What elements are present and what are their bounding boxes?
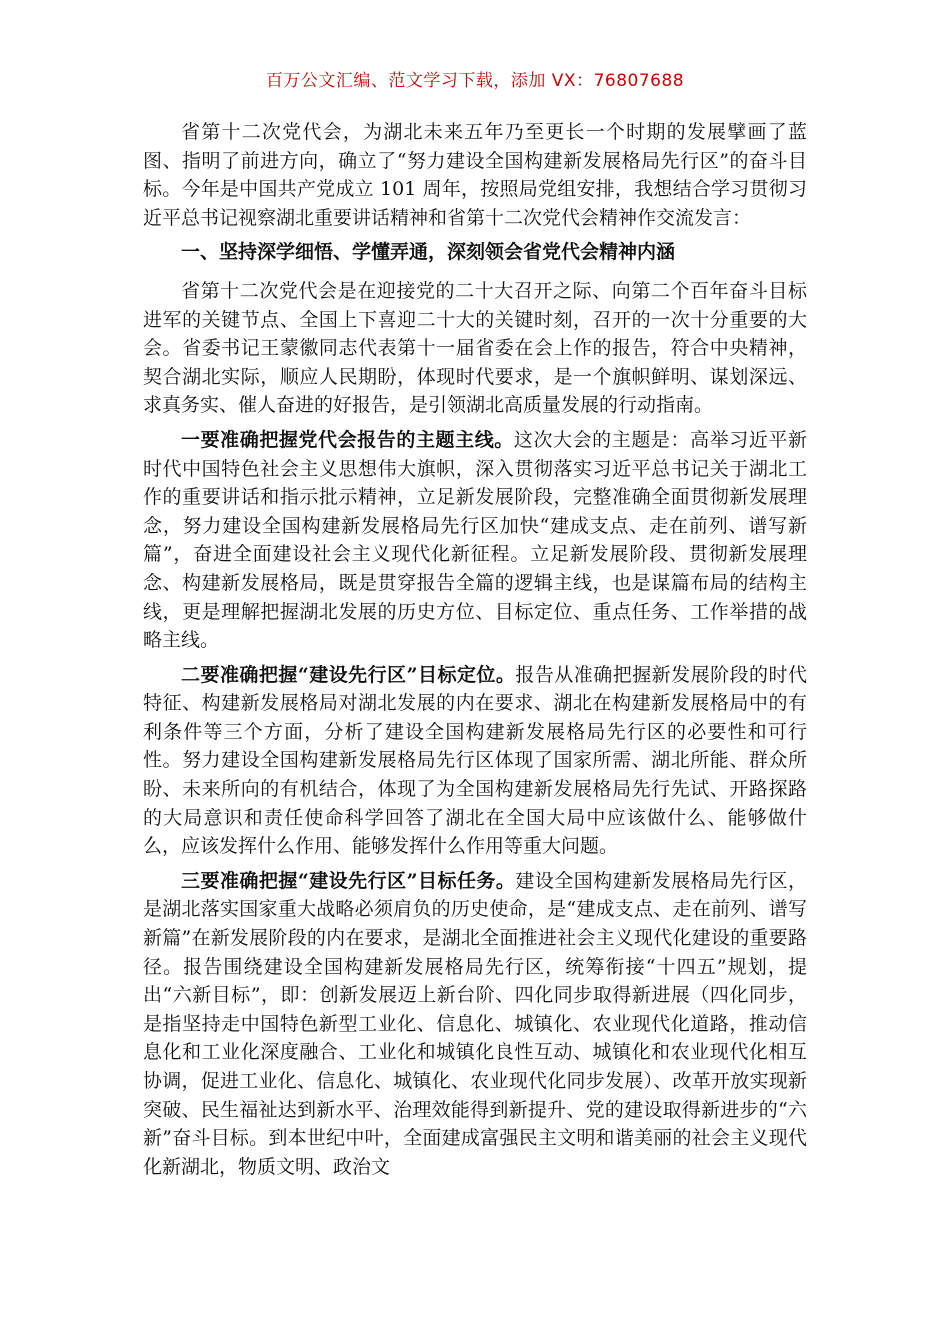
promo-banner: 百万公文汇编、范文学习下载，添加 VX：76807688 bbox=[265, 71, 685, 91]
point1-lead: 一要准确把握党代会报告的主题主线。 bbox=[181, 428, 514, 451]
point3-lead: 三要准确把握“建设先行区”目标任务。 bbox=[181, 869, 516, 892]
point1-text: 这次大会的主题是：高举习近平新时代中国特色社会主义思想伟大旗帜，深入贯彻落实习近平总书记关于湖北工作的重要讲话和指示批示精神，立足新发展阶段，完整准确全面贯彻新发展理念，努力建设全国构建新发展格局先行区加快“建成支点、走在前列、谱写新篇”，奋进全面建设社会主义现代化新征程。立足新发展阶段、贯彻新发展理念、构建新发展格局，既是贯穿报告全篇的逻辑主线，也是谋篇布局的结构主线，更是理解把握湖北发展的历史方位、目标定位、重点任务、工作举措的战略主线。 bbox=[143, 428, 807, 652]
point2-text: 报告从准确把握新发展阶段的时代特征、构建新发展格局对湖北发展的内在要求、湖北在构建新发展格局中的有利条件等三个方面，分析了建设全国构建新发展格局先行区的必要性和可行性。努力建设全国构建新发展格局先行区体现了国家所需、湖北所能、群众所盼、未来所向的有机结合，体现了为全国构建新发展格局先行先试、开路探路的大局意识和责任使命科学回答了湖北在全国大局中应该做什么、能够做什么，应该发挥什么作用、能够发挥什么作用等重大问题。 bbox=[143, 663, 807, 858]
point2-paragraph bbox=[143, 661, 807, 861]
point2-lead: 二要准确把握“建设先行区”目标定位。 bbox=[181, 663, 516, 686]
document-body bbox=[143, 118, 807, 1187]
section-heading-1: 一、坚持深学细悟、学懂弄通，深刻领会省党代会精神内涵 bbox=[181, 241, 676, 264]
section1-paragraph: 省第十二次党代会是在迎接党的二十大召开之际、向第二个百年奋斗目标进军的关键节点、全国上下喜迎二十大的关键时刻，召开的一次十分重要的大会。省委书记王蒙徽同志代表第十一届省委在会上作的报告，符合中央精神，契合湖北实际，顺应人民期盼，体现时代要求，是一个旗帜鲜明、谋划深远、求真务实、催人奋进的好报告，是引领湖北高质量发展的行动指南。 bbox=[143, 279, 807, 417]
point3-paragraph bbox=[143, 867, 807, 1182]
point1-paragraph bbox=[143, 426, 807, 655]
point3-text: 建设全国构建新发展格局先行区，是湖北落实国家重大战略必须肩负的历史使命，是“建成支点、走在前列、谱写新篇”在新发展阶段的内在要求，是湖北全面推进社会主义现代化建设的重要路径。报告围绕建设全国构建新发展格局先行区，统筹衔接“十四五”规划，提出“六新目标”，即：创新发展迈上新台阶、四化同步取得新进展（四化同步，是指坚持走中国特色新型工业化、信息化、城镇化、农业现代化道路，推动信息化和工业化深度融合、工业化和城镇化良性互动、城镇化和农业现代化相互协调，促进工业化、信息化、城镇化、农业现代化同步发展）、改革开放实现新突破、民生福祉达到新水平、治理效能得到新提升、党的建设取得新进步的“六新”奋斗目标。到本世纪中叶，全面建成富强民主文明和谐美丽的社会主义现代化新湖北，物质文明、政治文 bbox=[143, 869, 807, 1178]
intro-paragraph: 省第十二次党代会，为湖北未来五年乃至更长一个时期的发展擘画了蓝图、指明了前进方向，确立了“努力建设全国构建新发展格局先行区”的奋斗目标。今年是中国共产党成立 101 周年，按照局党组安排，我想结合学习贯彻习近平总书记视察湖北重要讲话精神和省第十二次党代会精神作交流发言： bbox=[143, 121, 807, 229]
